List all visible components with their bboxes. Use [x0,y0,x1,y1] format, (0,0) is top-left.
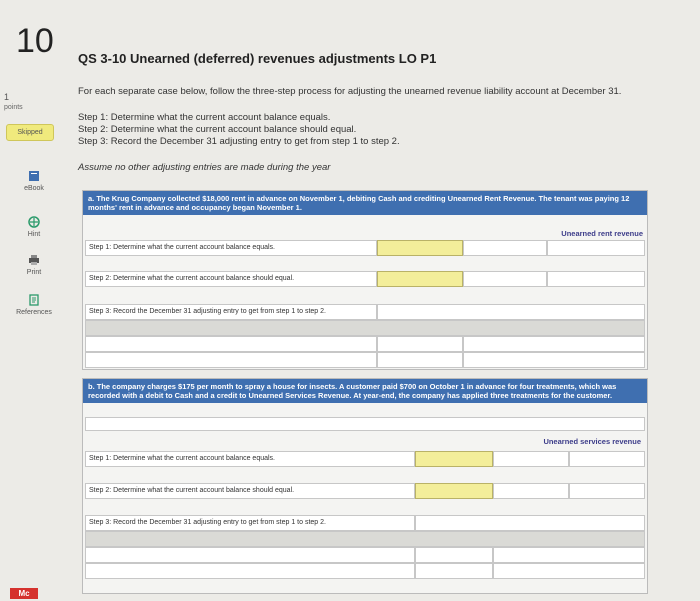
case-a-step2-input-2[interactable] [463,271,547,287]
case-b-step3-blank [415,515,645,531]
case-a-journal-account-2[interactable] [85,352,377,368]
case-b-step1-input-3[interactable] [569,451,645,467]
case-b-step1-input-1[interactable] [415,451,493,467]
case-b-panel [82,378,648,594]
case-a-journal-account-1[interactable] [85,336,377,352]
case-b-column-header: Unearned services revenue [543,437,641,446]
book-icon [28,170,40,182]
case-a-journal-header [85,320,645,336]
case-a-step1-label: Step 1: Determine what the current account balance equals. [85,240,377,256]
case-a-step1-input-2[interactable] [463,240,547,256]
case-a-step2-input-3[interactable] [547,271,645,287]
ebook-label: eBook [24,185,44,192]
case-a-step2-label: Step 2: Determine what the current account balance should equal. [85,271,377,287]
print-label: Print [26,269,42,276]
case-b-journal-debit-1[interactable] [415,547,493,563]
case-b-step1-input-2[interactable] [493,451,569,467]
case-a-step2-input-1[interactable] [377,271,463,287]
case-a-step3-label: Step 3: Record the December 31 adjusting entry to get from step 1 to step 2. [85,304,377,320]
hint-icon [28,216,40,228]
case-a-journal-credit-2[interactable] [463,352,645,368]
skipped-badge: Skipped [6,124,54,141]
case-a-header: a. The Krug Company collected $18,000 rent in advance on November 1, debiting Cash and crediting Unearned Rent Revenue. The tenant was paying 12 months' rent in advance and occupancy began November 1. [83,191,647,215]
case-a-step1-input-3[interactable] [547,240,645,256]
step-3-text: Step 3: Record the December 31 adjusting entry to get from step 1 to step 2. [78,136,400,147]
case-a-journal-debit-2[interactable] [377,352,463,368]
ebook-button[interactable] [0,170,68,192]
case-b-step2-label: Step 2: Determine what the current account balance should equal. [85,483,415,499]
case-b-step3-label: Step 3: Record the December 31 adjusting entry to get from step 1 to step 2. [85,515,415,531]
case-b-journal-account-2[interactable] [85,563,415,579]
question-intro: For each separate case below, follow the three-step process for adjusting the unearned revenue liability account at December 31. [78,86,622,97]
case-b-journal-debit-2[interactable] [415,563,493,579]
case-b-step2-input-3[interactable] [569,483,645,499]
steps-list [78,112,400,148]
question-number: 10 [16,22,54,60]
question-title: QS 3-10 Unearned (deferred) revenues adjustments LO P1 [78,51,437,66]
references-button[interactable] [0,294,68,316]
case-b-step2-input-1[interactable] [415,483,493,499]
assumption-note: Assume no other adjusting entries are made during the year [78,162,331,173]
hint-button[interactable] [0,216,68,238]
case-a-step3-blank [377,304,645,320]
step-2-text: Step 2: Determine what the current account balance should equal. [78,124,357,135]
case-a-column-header: Unearned rent revenue [561,229,643,238]
case-a-journal-debit-1[interactable] [377,336,463,352]
case-b-step1-label: Step 1: Determine what the current account balance equals. [85,451,415,467]
case-a-step1-input-1[interactable] [377,240,463,256]
case-a-journal-credit-1[interactable] [463,336,645,352]
points-value: 1 [4,92,10,102]
case-b-step2-input-2[interactable] [493,483,569,499]
print-button[interactable] [0,254,68,276]
case-b-spacer-row [85,417,645,431]
case-b-journal-account-1[interactable] [85,547,415,563]
case-b-header: b. The company charges $175 per month to spray a house for insects. A customer paid $700 on October 1 in advance for four treatments, which was recorded with a debit to Cash and a credit to Unearned Services Revenue. At year-end, the company has applied three treatments for the customer. [83,379,647,403]
case-b-journal-credit-2[interactable] [493,563,645,579]
hint-label: Hint [27,231,41,238]
printer-icon [28,254,40,266]
case-b-journal-header [85,531,645,547]
references-label: References [16,309,52,316]
points-label: points [4,104,23,111]
step-1-text: Step 1: Determine what the current account balance equals. [78,112,331,123]
case-a-panel [82,190,648,370]
case-b-journal-credit-1[interactable] [493,547,645,563]
references-icon [28,294,40,306]
mcgraw-hill-logo: Mc [10,588,38,599]
